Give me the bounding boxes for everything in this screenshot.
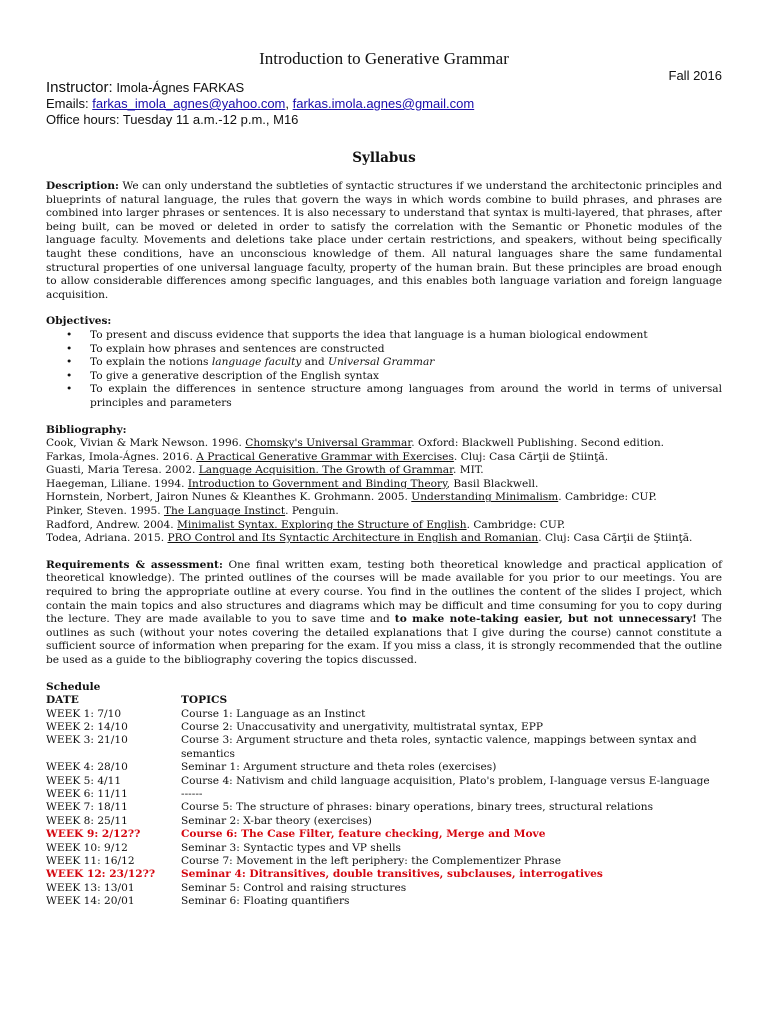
document-title: Introduction to Generative Grammar bbox=[259, 49, 509, 68]
bibliography-entry: Cook, Vivian & Mark Newson. 1996. Chomsky's Universal Grammar. Oxford: Blackwell Publishing. Second edition. bbox=[46, 437, 665, 450]
schedule-date: WEEK 11: 16/12 bbox=[46, 855, 135, 868]
book-title: The Language Instinct bbox=[163, 505, 286, 518]
schedule-topic: Course 3: Argument structure and theta roles, syntactic valence, mappings between syntax and semantics bbox=[181, 734, 697, 760]
objective-text: To explain the notions bbox=[90, 356, 209, 369]
table-row bbox=[46, 815, 722, 828]
instructor-label: Instructor: bbox=[46, 79, 113, 96]
schedule-topic: Course 5: The structure of phrases: binary operations, binary trees, structural relations bbox=[181, 801, 654, 814]
schedule-date: WEEK 1: 7/10 bbox=[46, 707, 122, 720]
column-header-date: DATE bbox=[46, 694, 79, 707]
description-paragraph bbox=[46, 180, 722, 302]
requirements-emphasis: to make note-taking easier, but not unnecessary! bbox=[394, 613, 697, 626]
instructor-line bbox=[46, 80, 722, 96]
schedule-date: WEEK 13: 13/01 bbox=[46, 881, 135, 894]
bibliography-entry: Pinker, Steven. 1995. The Language Instinct. Penguin. bbox=[46, 505, 339, 518]
requirements-text: One final written exam, testing both theoretical knowledge and practical application of theoretical knowledge). The printed outlines of the courses will be made available for you prior to our meetings. You are required to bring the appropriate outline at every course. You find in the outlines the content of the slides I project, which contain the main topics and also structures and diagrams which may be difficult and time consuming for you to copy during the lecture. They are made available to you to save time and bbox=[46, 558, 722, 626]
table-row bbox=[46, 734, 722, 761]
schedule-table bbox=[46, 694, 722, 909]
schedule-topic: Course 7: Movement in the left periphery: the Complementizer Phrase bbox=[181, 855, 562, 868]
objective-conjunction: and bbox=[304, 356, 325, 369]
book-title: Minimalist Syntax. Exploring the Structure of English bbox=[177, 518, 467, 531]
schedule-date: WEEK 12: 23/12?? bbox=[46, 868, 156, 881]
schedule-section bbox=[46, 681, 722, 909]
table-row bbox=[46, 775, 722, 788]
schedule-topic: ------ bbox=[181, 788, 203, 801]
table-row bbox=[46, 788, 722, 801]
bibliography-entry: Farkas, Imola-Ágnes. 2016. A Practical Generative Grammar with Exercises. Cluj: Casa Cărţii de Ştiinţă. bbox=[46, 450, 609, 463]
schedule-date: WEEK 8: 25/11 bbox=[46, 814, 128, 827]
schedule-date: WEEK 6: 11/11 bbox=[46, 788, 128, 801]
syllabus-heading: Syllabus bbox=[352, 150, 416, 166]
bibliography-section bbox=[46, 424, 722, 546]
schedule-date: WEEK 3: 21/10 bbox=[46, 734, 128, 747]
schedule-topic: Seminar 1: Argument structure and theta roles (exercises) bbox=[181, 761, 497, 774]
schedule-topic: Seminar 5: Control and raising structures bbox=[181, 881, 407, 894]
bibliography-label: Bibliography: bbox=[46, 423, 127, 436]
syllabus-page bbox=[46, 46, 722, 909]
book-title: PRO Control and Its Syntactic Architecture in English and Romanian bbox=[167, 532, 539, 545]
schedule-topic: Seminar 4: Ditransitives, double transitives, subclauses, interrogatives bbox=[181, 868, 603, 881]
requirements-paragraph bbox=[46, 559, 722, 668]
table-row bbox=[46, 882, 722, 895]
table-row bbox=[46, 828, 722, 841]
bibliography-entry: Hornstein, Norbert, Jairon Nunes & Kleanthes K. Grohmann. 2005. Understanding Minimalism. Cambridge: CUP. bbox=[46, 491, 657, 504]
objective-item: • To present and discuss evidence that supports the idea that language is a human biological endowment bbox=[90, 329, 722, 343]
objective-term: Universal Grammar bbox=[328, 356, 435, 369]
schedule-date: WEEK 10: 9/12 bbox=[46, 841, 128, 854]
book-title: A Practical Generative Grammar with Exercises bbox=[196, 450, 454, 463]
description-label: Description: bbox=[46, 180, 119, 192]
schedule-date: WEEK 4: 28/10 bbox=[46, 761, 128, 774]
table-row bbox=[46, 842, 722, 855]
schedule-topic: Seminar 2: X-bar theory (exercises) bbox=[181, 814, 372, 827]
objectives-label: Objectives: bbox=[46, 315, 112, 328]
email-link-yahoo[interactable]: farkas_imola_agnes@yahoo.com bbox=[92, 96, 286, 111]
objective-term: language faculty bbox=[211, 356, 302, 369]
objective-item: • To explain the differences in sentence structure among languages from around the world in terms of universal principles and parameters bbox=[90, 383, 722, 410]
instructor-name: Imola-Ágnes FARKAS bbox=[116, 80, 245, 95]
table-row bbox=[46, 721, 722, 734]
requirements-text-2: The outlines as such (without your notes covering the detailed explanations that I give during the course) cannot constitute a sufficient source of information when preparing for the exam. If you miss a class, it is strongly recommended that the outline be used as a guide to the bibliography covering the topics discussed. bbox=[46, 613, 722, 666]
book-title: Introduction to Government and Binding Theory bbox=[187, 477, 447, 490]
schedule-topic: Seminar 3: Syntactic types and VP shells bbox=[181, 841, 401, 854]
book-title: Language Acquisition. The Growth of Grammar bbox=[198, 464, 454, 477]
table-row bbox=[46, 708, 722, 721]
description-text: We can only understand the subtleties of syntactic structures if we understand the architectonic principles and blueprints of natural language, the rules that govern the ways in which words combine to build phrases, and phrases are combined into larger phrases or sentences. It is also necessary to understand that syntax is multi-layered, that phrases, after being built, can be moved or deleted in order to satisfy the correlation with the Semantic or Phonetic modules of the language faculty. Movements and deletions take place under certain restrictions, and speakers, without being specifically taught these conditions, have an unconscious knowledge of them. All natural languages share the same fundamental structural properties of one universal language faculty, property of the human brain. But these principles are broad enough to allow considerable differences among specific languages, and this enables both language variation and foreign language acquisition. bbox=[46, 180, 723, 301]
table-row bbox=[46, 761, 722, 774]
bibliography-entry: Todea, Adriana. 2015. PRO Control and Its Syntactic Architecture in English and Romanian. Cluj: Casa Cărţii de Ştiinţă. bbox=[46, 532, 693, 545]
table-row bbox=[46, 868, 722, 881]
email-separator: , bbox=[285, 96, 290, 111]
objective-item: • To explain how phrases and sentences are constructed bbox=[90, 343, 722, 357]
book-title: Understanding Minimalism bbox=[411, 491, 559, 504]
schedule-topic: Course 2: Unaccusativity and unergativity, multistratal syntax, EPP bbox=[181, 721, 544, 733]
bibliography-entry: Haegeman, Liliane. 1994. Introduction to Government and Binding Theory, Basil Blackwell. bbox=[46, 477, 539, 490]
objectives-section bbox=[46, 315, 722, 410]
email-link-gmail[interactable]: farkas.imola.agnes@gmail.com bbox=[292, 96, 475, 111]
schedule-label: Schedule bbox=[46, 680, 101, 693]
schedule-topic: Seminar 6: Floating quantifiers bbox=[181, 895, 350, 908]
schedule-topic: Course 4: Nativism and child language acquisition, Plato's problem, I-language versus E-language bbox=[181, 774, 710, 787]
bibliography-entry: Radford, Andrew. 2004. Minimalist Syntax. Exploring the Structure of English. Cambridge: CUP. bbox=[46, 518, 566, 531]
office-hours: Office hours: Tuesday 11 a.m.-12 p.m., M16 bbox=[46, 112, 299, 127]
table-row bbox=[46, 855, 722, 868]
objective-item bbox=[90, 356, 722, 370]
table-header-row bbox=[46, 694, 722, 707]
emails-label: Emails: bbox=[46, 96, 89, 111]
table-row bbox=[46, 895, 722, 908]
schedule-date: WEEK 2: 14/10 bbox=[46, 721, 128, 733]
book-title: Chomsky's Universal Grammar bbox=[245, 437, 412, 450]
schedule-date: WEEK 5: 4/11 bbox=[46, 774, 122, 787]
schedule-date: WEEK 7: 18/11 bbox=[46, 801, 128, 814]
schedule-date: WEEK 14: 20/01 bbox=[46, 895, 135, 908]
bibliography-entry: Guasti, Maria Teresa. 2002. Language Acquisition. The Growth of Grammar. MIT. bbox=[46, 464, 484, 477]
requirements-label: Requirements & assessment: bbox=[46, 558, 223, 571]
schedule-topic: Course 1: Language as an Instinct bbox=[181, 707, 366, 720]
schedule-topic: Course 6: The Case Filter, feature checking, Merge and Move bbox=[181, 828, 546, 841]
term-label: Fall 2016 bbox=[668, 68, 722, 83]
schedule-date: WEEK 9: 2/12?? bbox=[46, 828, 141, 841]
objective-item: • To give a generative description of the English syntax bbox=[90, 370, 722, 384]
column-header-topics: TOPICS bbox=[181, 694, 228, 707]
emails-line bbox=[46, 96, 722, 112]
table-row bbox=[46, 801, 722, 814]
